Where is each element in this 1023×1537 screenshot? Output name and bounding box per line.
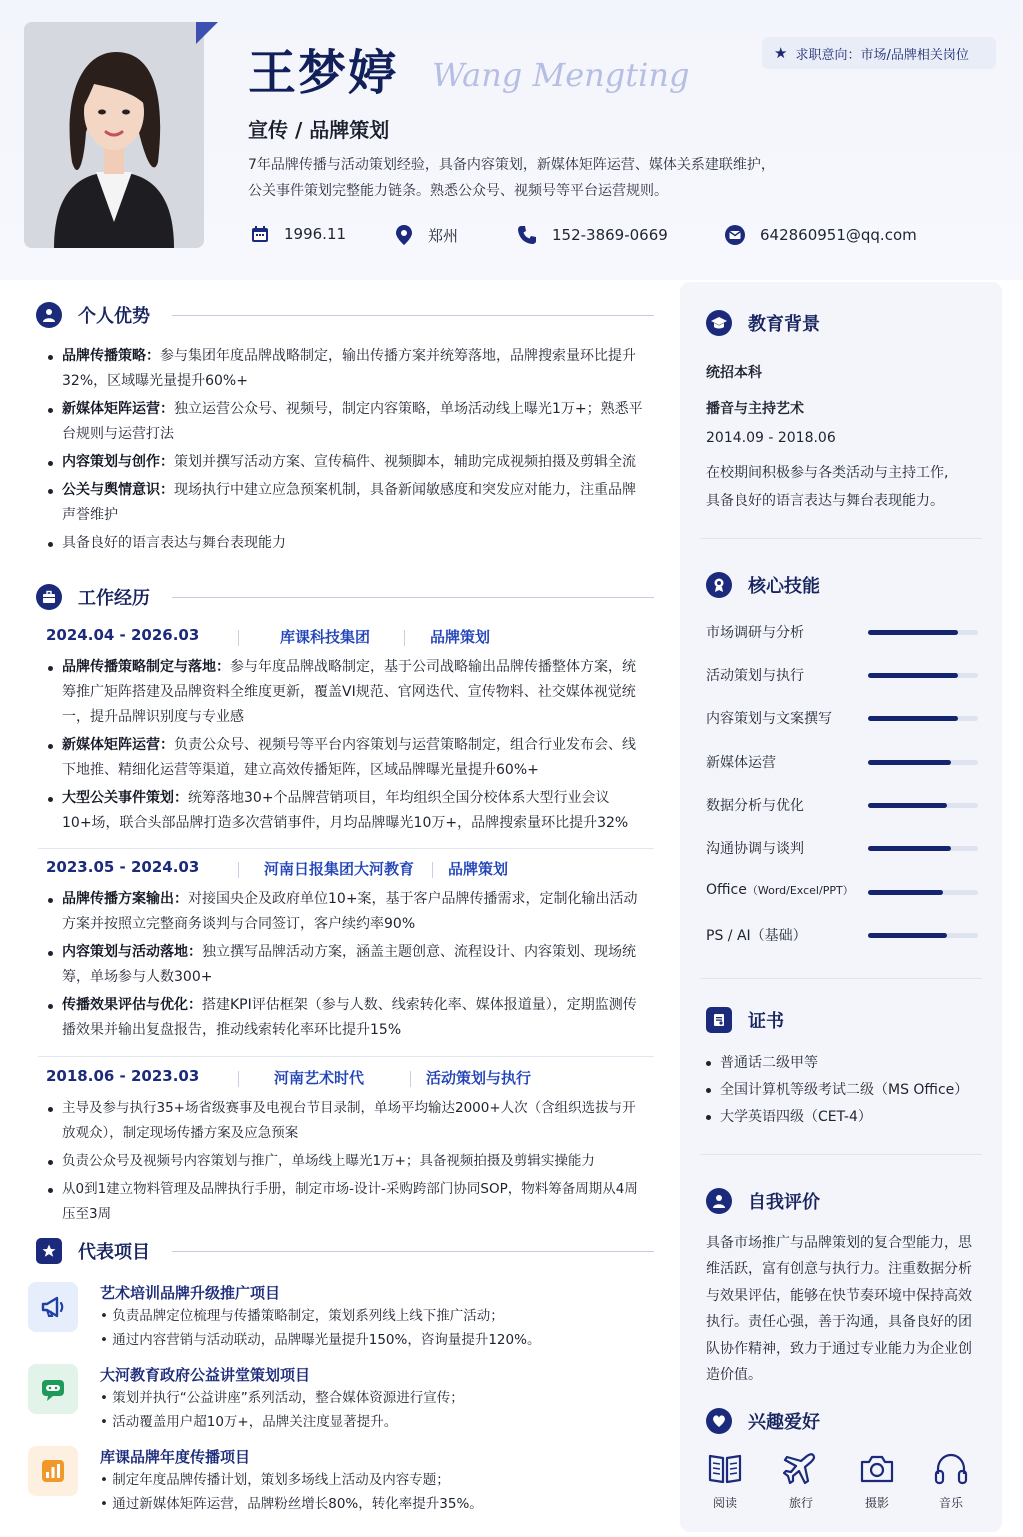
skill-row [706, 752, 981, 772]
job-header [46, 626, 646, 654]
section-skills-header [706, 572, 820, 598]
job-duties [48, 655, 648, 839]
briefcase-icon [36, 584, 62, 610]
education-desc: 具备良好的语言表达与舞台表现能力。 [706, 493, 944, 509]
project-detail: • 负责品牌定位梳理与传播策略制定，策划系列线上线下推广活动； [100, 1308, 504, 1324]
section-skills-title: 核心技能 [748, 576, 820, 597]
job-header [46, 858, 646, 886]
job-divider [38, 848, 654, 849]
duty-item: 传播效果评估与优化：搭建KPI评估框架（参与人数、线索转化率、媒体报道量），定期监测传播效果并输出复盘报告，推动线索转化率环比提升15% [48, 993, 648, 1043]
summary-line-2: 公关事件策划完整能力链条。熟悉公众号、视频号等平台运营规则。 [248, 183, 668, 199]
job-company: 库课科技集团 [280, 628, 371, 646]
job-separator [404, 630, 405, 646]
section-education-title: 教育背景 [748, 314, 820, 335]
heart-icon [706, 1408, 732, 1434]
education-period: 2014.09 - 2018.06 [706, 430, 836, 446]
chat-icon [28, 1364, 78, 1414]
section-advantages-title: 个人优势 [78, 306, 150, 327]
advantage-item: 具备良好的语言表达与舞台表现能力 [48, 531, 648, 556]
skill-bar-fill [868, 630, 958, 635]
advantage-item: 新媒体矩阵运营：独立运营公众号、视频号，制定内容策略，单场活动线上曝光1万+；熟悉平台规则与运营打法 [48, 397, 648, 447]
section-education-header [706, 310, 820, 336]
person-icon [706, 1188, 732, 1214]
job-intent-text: 求职意向：市场/品牌相关岗位 [795, 47, 969, 63]
certificates-list [706, 1050, 968, 1131]
user-icon [36, 302, 62, 328]
graduation-cap-icon [706, 310, 732, 336]
skill-name: 新媒体运营 [706, 755, 776, 771]
skill-bar-fill [868, 760, 951, 765]
job-position: 品牌策划 [430, 628, 491, 646]
duty-item: 品牌传播策略制定与落地：参与年度品牌战略制定，基于公司战略输出品牌传播整体方案，统筹推广矩阵搭建及品牌资料全维度更新，覆盖VI规范、官网迭代、宣传物料、社交媒体视觉统一，提升品牌识别度与专业感 [48, 655, 648, 730]
certificate-item: 全国计算机等级考试二级（MS Office） [706, 1077, 968, 1104]
skill-bar-fill [868, 846, 951, 851]
sidebar-divider [700, 538, 982, 539]
skill-bar-fill [868, 673, 958, 678]
skill-bar-track [868, 673, 978, 678]
job-separator [238, 1071, 239, 1087]
duty-item: 主导及参与执行35+场省级赛事及电视台节目录制，单场平均输达2000+人次（含组织选拔与开放观众），制定现场传播方案及应急预案 [48, 1096, 648, 1146]
skill-row [706, 708, 981, 728]
hobby-travel: 旅行 [771, 1452, 831, 1511]
job-date: 2018.06 - 2023.03 [46, 1067, 200, 1085]
job-date: 2023.05 - 2024.03 [46, 858, 200, 876]
project-detail: • 通过新媒体矩阵运营，品牌粉丝增长80%，转化率提升35%。 [100, 1496, 483, 1512]
skill-row [706, 665, 981, 685]
skill-bar-fill [868, 716, 958, 721]
section-self-eval-title: 自我评价 [748, 1192, 820, 1213]
job-duties [48, 887, 648, 1046]
section-certificates-title: 证书 [748, 1011, 784, 1032]
skill-name: 沟通协调与谈判 [706, 841, 804, 857]
job-date: 2024.04 - 2026.03 [46, 626, 200, 644]
duty-item: 品牌传播方案输出：对接国央企及政府单位10+案，基于客户品牌传播需求，定制化输出活动方案并按照立完整商务谈判与合同签订，客户续约率90% [48, 887, 648, 937]
contact-city: 郑州 [394, 224, 458, 246]
certificate-item: 普通话二级甲等 [706, 1050, 968, 1077]
contact-info [250, 224, 970, 252]
certificate-icon [706, 1007, 732, 1033]
camera-icon [859, 1452, 895, 1486]
project-title: 库课品牌年度传播项目 [100, 1448, 251, 1466]
skill-bar-track [868, 716, 978, 721]
project-title: 大河教育政府公益讲堂策划项目 [100, 1366, 311, 1384]
project-detail: • 活动覆盖用户超10万+，品牌关注度显著提升。 [100, 1414, 398, 1430]
hobby-reading: 阅读 [695, 1452, 755, 1511]
project-item [18, 1282, 658, 1348]
skill-bar-track [868, 890, 978, 895]
section-hobbies-header [706, 1408, 820, 1434]
candidate-summary [248, 152, 848, 204]
email-icon [724, 224, 746, 246]
project-title: 艺术培训品牌升级推广项目 [100, 1284, 281, 1302]
skill-row [706, 838, 981, 858]
headphones-icon [933, 1452, 969, 1486]
duty-item: 新媒体矩阵运营：负责公众号、视频号等平台内容策划与运营策略制定，组合行业发布会、线下地推、精细化运营等渠道，建立高效传播矩阵，区域品牌曝光量提升60%+ [48, 733, 648, 783]
section-work-header [36, 584, 150, 610]
job-separator [238, 862, 239, 878]
skill-name: PS / AI（基础） [706, 928, 807, 944]
skill-row [706, 882, 981, 902]
star-icon: ★ [774, 44, 788, 62]
project-item [18, 1364, 658, 1430]
job-separator [238, 630, 239, 646]
project-item [18, 1446, 658, 1512]
skill-name: 内容策划与文案撰写 [706, 711, 832, 727]
job-separator [410, 1071, 411, 1087]
section-projects-title: 代表项目 [78, 1242, 150, 1263]
section-divider [172, 315, 654, 316]
skill-name: Office（Word/Excel/PPT） [706, 882, 854, 898]
job-position: 活动策划与执行 [426, 1069, 532, 1087]
section-divider [172, 597, 654, 598]
self-eval-text: 具备市场推广与品牌策划的复合型能力，思维活跃，富有创意与执行力。注重数据分析与效果评估，能够在快节奏环境中保持高效执行。责任心强，善于沟通，具备良好的团队协作精神，致力于通过专业能力为企业创造价值。 [706, 1235, 972, 1384]
section-hobbies-title: 兴趣爱好 [748, 1412, 820, 1433]
contact-email: 642860951@qq.com [724, 224, 917, 246]
duty-item: 负责公众号及视频号内容策划与推广，单场线上曝光1万+；具备视频拍摄及剪辑实操能力 [48, 1149, 648, 1174]
section-certificates-header [706, 1007, 784, 1033]
skill-bar-track [868, 933, 978, 938]
candidate-name: 王梦婷 [248, 45, 399, 101]
candidate-role: 宣传 / 品牌策划 [248, 118, 390, 142]
education-major: 播音与主持艺术 [706, 401, 804, 417]
education-degree: 统招本科 [706, 365, 762, 381]
job-duties [48, 1096, 648, 1230]
skill-row [706, 795, 981, 815]
candidate-name-english: Wang Mengting [432, 56, 690, 94]
job-separator [432, 862, 433, 878]
advantage-item: 内容策划与创作：策划并撰写活动方案、宣传稿件、视频脚本，辅助完成视频拍摄及剪辑全流 [48, 450, 648, 475]
skill-name: 活动策划与执行 [706, 668, 804, 684]
duty-item: 从0到1建立物料管理及品牌执行手册，制定市场-设计-采购跨部门协同SOP，物料筹备周期从4周压至3周 [48, 1177, 648, 1227]
star-icon [36, 1238, 62, 1264]
advantage-item: 公关与舆情意识：现场执行中建立应急预案机制，具备新闻敏感度和突发应对能力，注重品牌声誉维护 [48, 478, 648, 528]
job-company: 河南艺术时代 [274, 1069, 365, 1087]
project-detail: • 通过内容营销与活动联动，品牌曝光量提升150%，咨询量提升120%。 [100, 1332, 541, 1348]
sidebar-divider [700, 1154, 982, 1155]
skill-bar-track [868, 630, 978, 635]
photo-corner-accent [196, 22, 218, 44]
section-work-title: 工作经历 [78, 588, 150, 609]
section-advantages-header [36, 302, 150, 328]
job-divider [38, 1056, 654, 1057]
job-header [46, 1067, 646, 1095]
skill-bar-fill [868, 890, 943, 895]
contact-birth: 1996.11 [250, 224, 346, 244]
sidebar-column [680, 282, 1002, 1532]
advantages-list [48, 344, 648, 559]
skill-name: 市场调研与分析 [706, 625, 804, 641]
skill-row [706, 925, 981, 945]
summary-line-1: 7年品牌传播与活动策划经验，具备内容策划，新媒体矩阵运营、媒体关系建联维护， [248, 157, 775, 173]
skill-row [706, 622, 981, 642]
project-detail: • 策划并执行“公益讲座”系列活动，整合媒体资源进行宣传； [100, 1390, 464, 1406]
duty-item: 内容策划与活动落地：独立撰写品牌活动方案，涵盖主题创意、流程设计、内容策划、现场统筹，单场参与人数300+ [48, 940, 648, 990]
hobby-music: 音乐 [921, 1452, 981, 1511]
phone-icon [516, 224, 538, 246]
project-detail: • 制定年度品牌传播计划，策划多场线上活动及内容专题； [100, 1472, 450, 1488]
section-projects-header [36, 1238, 150, 1264]
skill-bar-track [868, 846, 978, 851]
plane-icon [783, 1452, 819, 1486]
award-icon [706, 572, 732, 598]
education-desc: 在校期间积极参与各类活动与主持工作, [706, 465, 949, 481]
advantage-item: 品牌传播策略：参与集团年度品牌战略制定，输出传播方案并统筹落地，品牌搜索量环比提升32%，区域曝光量提升60%+ [48, 344, 648, 394]
job-intent-badge [762, 37, 996, 69]
job-position: 品牌策划 [448, 860, 509, 878]
skill-bar-track [868, 803, 978, 808]
bar-chart-icon [28, 1446, 78, 1496]
sidebar-divider [700, 978, 982, 979]
certificate-item: 大学英语四级（CET-4） [706, 1104, 968, 1131]
profile-photo [24, 22, 204, 248]
skill-bar-track [868, 760, 978, 765]
location-pin-icon [394, 224, 414, 246]
calendar-icon [250, 224, 270, 244]
duty-item: 大型公关事件策划：统筹落地30+个品牌营销项目，年均组织全国分校体系大型行业会议10+场，联合头部品牌打造多次营销事件，月均品牌曝光10万+，品牌搜索量环比提升32% [48, 786, 648, 836]
job-company: 河南日报集团大河教育 [264, 860, 415, 878]
book-icon [707, 1452, 743, 1486]
hobby-photography: 摄影 [847, 1452, 907, 1511]
skill-bar-fill [868, 803, 947, 808]
megaphone-icon [28, 1282, 78, 1332]
skill-name: 数据分析与优化 [706, 798, 804, 814]
contact-phone: 152-3869-0669 [516, 224, 668, 246]
section-divider [172, 1251, 654, 1252]
section-self-eval-header [706, 1188, 820, 1214]
skill-bar-fill [868, 933, 947, 938]
